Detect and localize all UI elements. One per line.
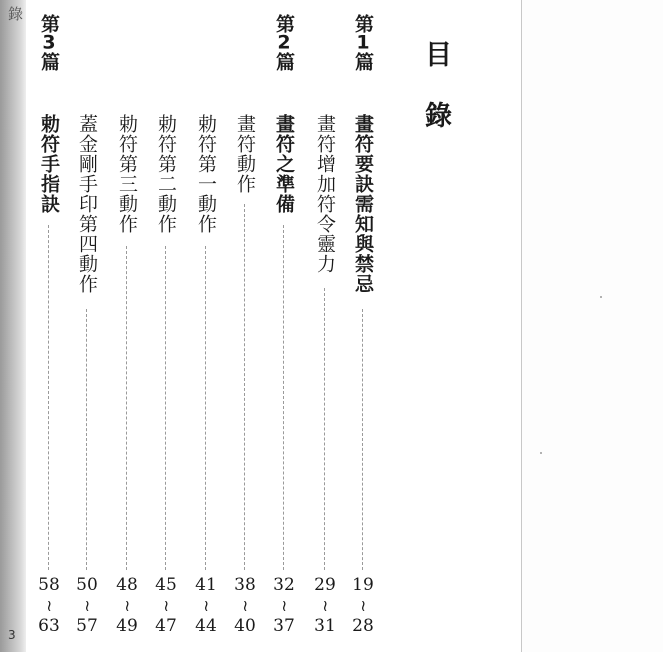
entry-title: 勅符第三動作	[116, 114, 138, 234]
page-end: 37	[273, 616, 295, 636]
toc-entry	[271, 14, 297, 644]
page-start: 38	[234, 575, 256, 595]
page-start: 58	[38, 575, 60, 595]
entry-title: 蓋金剛手印第四動作	[76, 114, 98, 294]
page-start: 29	[314, 575, 336, 595]
toc-title: 目錄	[420, 40, 451, 162]
page-end: 47	[155, 616, 177, 636]
entry-title: 勅符手指訣	[38, 114, 60, 214]
range-tilde: ~	[316, 599, 335, 613]
range-tilde: ~	[236, 599, 255, 613]
range-tilde: ~	[40, 599, 59, 613]
page-end: 49	[116, 616, 138, 636]
page-start: 50	[76, 575, 98, 595]
toc-entry	[232, 14, 258, 644]
toc-entry	[153, 14, 179, 644]
page-end: 40	[234, 616, 256, 636]
blank-facing-area	[522, 0, 663, 652]
dot-leader	[244, 204, 245, 570]
chapter-label: 第2篇	[273, 14, 295, 71]
chapter-label: 第3篇	[38, 14, 60, 71]
page-start: 48	[116, 575, 138, 595]
toc-entry	[74, 14, 100, 644]
range-tilde: ~	[354, 599, 373, 613]
speck	[540, 452, 542, 454]
toc-entry	[114, 14, 140, 644]
page-start: 19	[352, 575, 374, 595]
speck	[600, 296, 602, 298]
entry-title: 畫符要訣需知與禁忌	[352, 114, 374, 294]
range-tilde: ~	[275, 599, 294, 613]
chapter-label: 第1篇	[352, 14, 374, 71]
gutter-label: 錄	[6, 6, 24, 21]
page-end: 31	[314, 616, 336, 636]
dot-leader	[324, 288, 325, 570]
range-tilde: ~	[78, 599, 97, 613]
page-start: 41	[195, 575, 217, 595]
page-range	[189, 575, 223, 637]
toc-entry	[193, 14, 219, 644]
page-number: 3	[8, 628, 16, 642]
dot-leader	[86, 309, 87, 570]
page-range	[308, 575, 342, 637]
page-range	[110, 575, 144, 637]
page-gutter	[0, 0, 26, 652]
page-start: 45	[155, 575, 177, 595]
page-end: 28	[352, 616, 374, 636]
dot-leader	[205, 246, 206, 570]
page-range	[149, 575, 183, 637]
dot-leader	[126, 246, 127, 570]
entry-title: 勅符第二動作	[155, 114, 177, 234]
page-range	[32, 575, 66, 637]
page-end: 44	[195, 616, 217, 636]
dot-leader	[283, 225, 284, 570]
toc-entry	[36, 14, 62, 644]
page-end: 57	[76, 616, 98, 636]
page-range	[228, 575, 262, 637]
range-tilde: ~	[118, 599, 137, 613]
page-range	[70, 575, 104, 637]
dot-leader	[165, 246, 166, 570]
page-range	[346, 575, 380, 637]
page-range	[267, 575, 301, 637]
entry-title: 畫符動作	[234, 114, 256, 194]
toc-entry	[350, 14, 376, 644]
dot-leader	[362, 309, 363, 570]
page-start: 32	[273, 575, 295, 595]
range-tilde: ~	[197, 599, 216, 613]
range-tilde: ~	[157, 599, 176, 613]
page-end: 63	[38, 616, 60, 636]
dot-leader	[48, 225, 49, 570]
toc-entry	[312, 14, 338, 644]
entry-title: 畫符之準備	[273, 114, 295, 214]
entry-title: 畫符增加符令靈力	[314, 114, 336, 274]
entry-title: 勅符第一動作	[195, 114, 217, 234]
